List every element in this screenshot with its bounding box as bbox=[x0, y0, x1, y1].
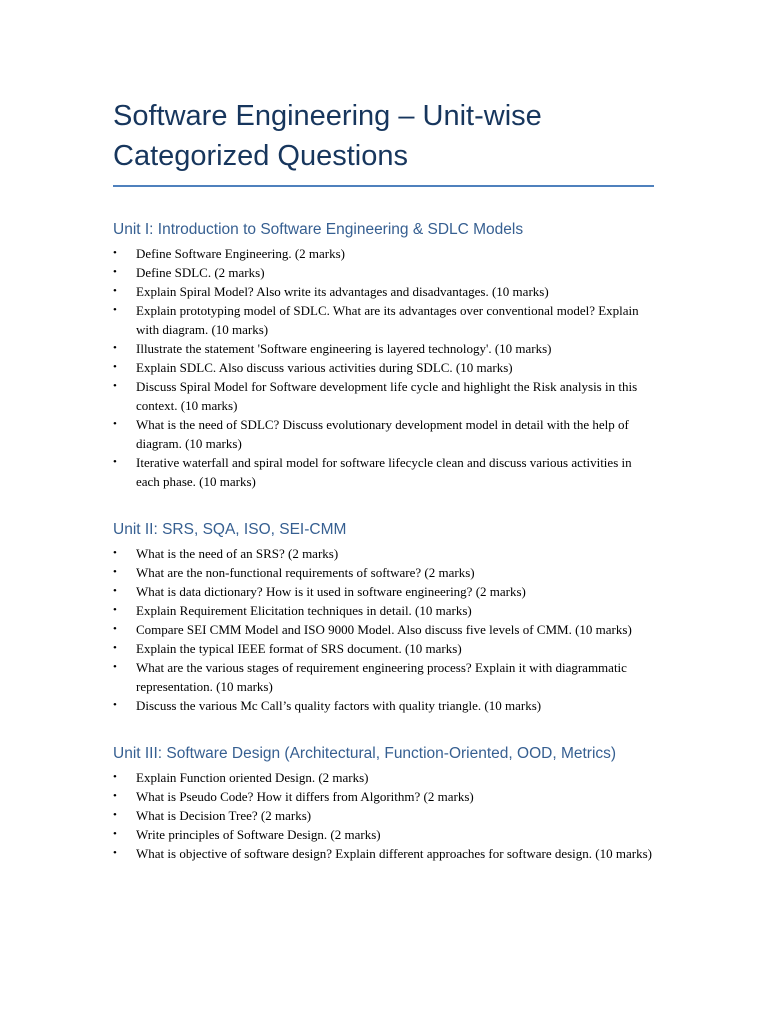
section-heading: Unit III: Software Design (Architectural, Function-Oriented, OOD, Metrics) bbox=[113, 745, 617, 762]
question-item bbox=[113, 806, 653, 825]
question-text: What is objective of software design? Explain different approaches for software design. (10 marks) bbox=[136, 846, 652, 861]
question-text: Discuss Spiral Model for Software development life cycle and highlight the Risk analysis in this context. (10 marks) bbox=[136, 379, 638, 413]
bullet-icon: • bbox=[113, 456, 117, 468]
bullet-icon: • bbox=[113, 304, 117, 316]
bullet-icon: • bbox=[113, 585, 117, 597]
sections-container bbox=[113, 220, 653, 863]
question-item bbox=[113, 244, 653, 263]
section-heading: Unit II: SRS, SQA, ISO, SEI-CMM bbox=[113, 521, 347, 538]
question-item bbox=[113, 358, 653, 377]
question-item bbox=[113, 658, 653, 696]
bullet-icon: • bbox=[113, 809, 117, 821]
question-item bbox=[113, 787, 653, 806]
bullet-icon: • bbox=[113, 847, 117, 859]
question-text: What is Decision Tree? (2 marks) bbox=[136, 808, 312, 823]
question-text: Define Software Engineering. (2 marks) bbox=[136, 246, 346, 261]
bullet-icon: • bbox=[113, 566, 117, 578]
question-item bbox=[113, 844, 653, 863]
question-text: Compare SEI CMM Model and ISO 9000 Model. Also discuss five levels of CMM. (10 marks) bbox=[136, 622, 632, 637]
bullet-icon: • bbox=[113, 285, 117, 297]
bullet-icon: • bbox=[113, 790, 117, 802]
question-item bbox=[113, 263, 653, 282]
bullet-icon: • bbox=[113, 342, 117, 354]
question-list bbox=[113, 768, 653, 863]
question-list bbox=[113, 244, 653, 491]
question-text: Explain Requirement Elicitation techniques in detail. (10 marks) bbox=[136, 603, 472, 618]
bullet-icon: • bbox=[113, 247, 117, 259]
bullet-icon: • bbox=[113, 418, 117, 430]
question-text: Write principles of Software Design. (2 marks) bbox=[136, 827, 381, 842]
question-text: Discuss the various Mc Call’s quality factors with quality triangle. (10 marks) bbox=[136, 698, 542, 713]
bullet-icon: • bbox=[113, 828, 117, 840]
question-text: What is Pseudo Code? How it differs from Algorithm? (2 marks) bbox=[136, 789, 474, 804]
question-text: Explain Spiral Model? Also write its advantages and disadvantages. (10 marks) bbox=[136, 284, 549, 299]
bullet-icon: • bbox=[113, 661, 117, 673]
question-text: Explain the typical IEEE format of SRS document. (10 marks) bbox=[136, 641, 462, 656]
question-text: Explain prototyping model of SDLC. What are its advantages over conventional model? Explain with diagram. (10 marks) bbox=[136, 303, 639, 337]
document-page bbox=[113, 96, 653, 863]
document-title: Software Engineering – Unit-wise Categorized Questions bbox=[113, 100, 542, 172]
unit-section bbox=[113, 520, 653, 715]
question-text: Iterative waterfall and spiral model for software lifecycle clean and discuss various activities in each phase. (10 marks) bbox=[136, 455, 632, 489]
question-text: What are the various stages of requirement engineering process? Explain it with diagrammatic representation. (10 marks) bbox=[136, 660, 627, 694]
bullet-icon: • bbox=[113, 623, 117, 635]
title-underline bbox=[113, 185, 654, 187]
question-list bbox=[113, 544, 653, 715]
question-item bbox=[113, 339, 653, 358]
question-item bbox=[113, 415, 653, 453]
question-text: What is the need of an SRS? (2 marks) bbox=[136, 546, 339, 561]
question-item bbox=[113, 620, 653, 639]
unit-section bbox=[113, 744, 653, 863]
unit-section bbox=[113, 220, 653, 491]
section-heading: Unit I: Introduction to Software Engineering & SDLC Models bbox=[113, 221, 524, 238]
question-text: Define SDLC. (2 marks) bbox=[136, 265, 265, 280]
question-item bbox=[113, 825, 653, 844]
bullet-icon: • bbox=[113, 604, 117, 616]
bullet-icon: • bbox=[113, 699, 117, 711]
question-item bbox=[113, 601, 653, 620]
question-text: Explain Function oriented Design. (2 marks) bbox=[136, 770, 369, 785]
question-text: What is data dictionary? How is it used in software engineering? (2 marks) bbox=[136, 584, 526, 599]
bullet-icon: • bbox=[113, 547, 117, 559]
question-text: Explain SDLC. Also discuss various activities during SDLC. (10 marks) bbox=[136, 360, 513, 375]
question-item bbox=[113, 377, 653, 415]
bullet-icon: • bbox=[113, 266, 117, 278]
question-item bbox=[113, 768, 653, 787]
question-text: Illustrate the statement 'Software engineering is layered technology'. (10 marks) bbox=[136, 341, 552, 356]
question-item bbox=[113, 582, 653, 601]
bullet-icon: • bbox=[113, 361, 117, 373]
question-item bbox=[113, 696, 653, 715]
question-item bbox=[113, 301, 653, 339]
question-item bbox=[113, 639, 653, 658]
bullet-icon: • bbox=[113, 380, 117, 392]
question-item bbox=[113, 282, 653, 301]
question-item bbox=[113, 563, 653, 582]
question-text: What are the non-functional requirements of software? (2 marks) bbox=[136, 565, 475, 580]
question-item bbox=[113, 544, 653, 563]
question-item bbox=[113, 453, 653, 491]
question-text: What is the need of SDLC? Discuss evolutionary development model in detail with the help of diagram. (10 marks) bbox=[136, 417, 629, 451]
bullet-icon: • bbox=[113, 771, 117, 783]
bullet-icon: • bbox=[113, 642, 117, 654]
